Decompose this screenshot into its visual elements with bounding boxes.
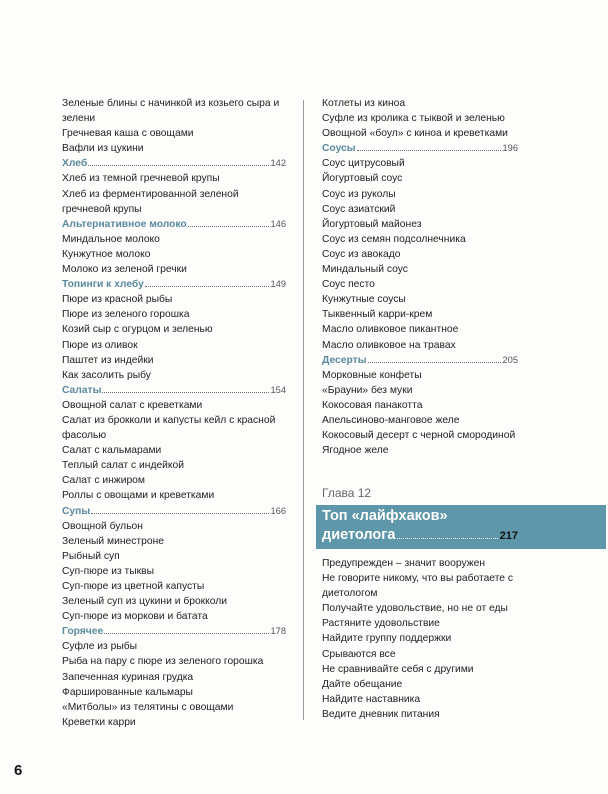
leader-dots — [102, 392, 269, 393]
toc-entry: Запеченная куриная грудка — [62, 671, 194, 683]
toc-entry: Роллы с овощами и креветками — [62, 490, 215, 502]
section-title: Супы — [62, 505, 91, 517]
section-page-number: 205 — [502, 354, 518, 365]
chapter-title-line1: Топ «лайфхаков» — [322, 508, 448, 524]
toc-entry: Суп-пюре из моркови и батата — [62, 611, 208, 623]
toc-section-heading — [62, 217, 286, 232]
section-page-number: 154 — [270, 384, 286, 395]
toc-section-heading — [62, 156, 286, 171]
leader-dots — [368, 362, 502, 363]
toc-entry: Масло оливковое пикантное — [322, 324, 459, 336]
toc-entry: Найдите группу поддержки — [322, 633, 452, 645]
toc-left-column — [62, 96, 286, 730]
leader-dots — [104, 633, 269, 634]
toc-entry: Апельсиново-манговое желе — [322, 414, 460, 426]
toc-entry: Соус из руколы — [322, 188, 396, 200]
leader-dots — [145, 286, 270, 287]
toc-entry: Суфле из кролика с тыквой и зеленью — [322, 113, 505, 125]
leader-dots — [397, 538, 497, 539]
toc-entry: Растяните удовольствие — [322, 618, 440, 630]
leader-dots — [188, 226, 270, 227]
toc-entry: Салат с инжиром — [62, 475, 145, 487]
toc-entry: Теплый салат с индейкой — [62, 460, 185, 472]
section-title: Хлеб — [62, 158, 88, 170]
section-title: Альтернативное молоко — [62, 218, 187, 230]
toc-entry: Предупрежден – значит вооружен — [322, 558, 486, 569]
section-page-number: 142 — [270, 158, 286, 169]
toc-entry: Срываются все — [322, 648, 396, 660]
toc-section-heading — [322, 141, 518, 156]
toc-entry: Миндальный соус — [322, 264, 408, 276]
toc-entry: Пюре из зеленого горошка — [62, 309, 190, 321]
toc-entry: «Митболы» из телятины с овощами — [62, 701, 234, 713]
toc-entry: Овощной «боул» с киноа и креветками — [322, 128, 508, 140]
toc-entry: Пюре из красной рыбы — [62, 294, 173, 306]
toc-entry: Как засолить рыбу — [62, 369, 151, 381]
column-divider — [303, 100, 304, 720]
toc-entry: Ягодное желе — [322, 445, 389, 457]
toc-entry: Соус песто — [322, 279, 375, 291]
section-title: Топинги к хлебу — [62, 279, 144, 291]
toc-entry: Кокосовая панакотта — [322, 399, 423, 411]
section-page-number: 166 — [270, 505, 286, 516]
toc-entry: Котлеты из киноа — [322, 98, 406, 109]
toc-entry: Найдите наставника — [322, 693, 421, 705]
toc-section-heading — [62, 277, 286, 292]
toc-entry: Соус из авокадо — [322, 248, 401, 260]
toc-entry: Молоко из зеленой гречки — [62, 264, 187, 276]
toc-entry: Суп-пюре из цветной капусты — [62, 581, 205, 592]
toc-entry: Овощной бульон — [62, 520, 143, 532]
toc-right-column — [322, 96, 518, 458]
chapter-title-line2: диетолога — [322, 527, 396, 543]
chapter-items — [322, 556, 522, 722]
toc-entry: Хлеб из темной гречневой крупы — [62, 173, 220, 185]
toc-entry: Соус цитрусовый — [322, 158, 405, 170]
toc-entry: Пюре из оливок — [62, 339, 138, 351]
toc-entry: Морковные конфеты — [322, 369, 422, 381]
toc-section-heading — [62, 383, 286, 398]
chapter-label: Глава 12 — [322, 486, 372, 500]
toc-entry: Кунжутные соусы — [322, 294, 406, 306]
toc-entry: Паштет из индейки — [62, 354, 154, 366]
chapter-page-number: 217 — [499, 530, 518, 542]
toc-entry: Фаршированные кальмары — [62, 686, 193, 698]
toc-entry: Не сравнивайте себя с другими — [322, 663, 474, 675]
section-title: Горячее — [62, 626, 104, 638]
toc-entry: Зеленые блины с начинкой из козьего сыра и зелени — [62, 98, 280, 125]
toc-entry: Овощной салат с креветками — [62, 399, 203, 411]
leader-dots — [357, 150, 502, 151]
toc-entry: Получайте удовольствие, но не от еды — [322, 603, 508, 615]
toc-entry: Салат из брокколи и капусты кейл с красной фасолью — [62, 414, 276, 442]
toc-entry: Креветки карри — [62, 716, 136, 728]
toc-entry: Зеленый минестроне — [62, 535, 165, 547]
toc-entry: Ведите дневник питания — [322, 708, 440, 720]
leader-dots — [91, 513, 269, 514]
section-page-number: 149 — [270, 279, 286, 290]
toc-entry: Вафли из цукини — [62, 143, 144, 155]
toc-entry: Суп-пюре из тыквы — [62, 565, 155, 577]
toc-entry: Суфле из рыбы — [62, 641, 138, 653]
toc-entry: Хлеб из ферментированной зеленой гречневой крупы — [62, 188, 239, 215]
toc-entry: Салат с кальмарами — [62, 445, 162, 457]
toc-entry: Соус из семян подсолнечника — [322, 233, 466, 245]
toc-entry: Соус азиатский — [322, 203, 396, 215]
toc-entry: «Брауни» без муки — [322, 384, 413, 396]
leader-dots — [88, 165, 269, 166]
section-page-number: 178 — [270, 626, 286, 637]
toc-entry: Дайте обещание — [322, 678, 403, 690]
toc-entry: Йогуртовый соус — [322, 173, 403, 185]
section-title: Салаты — [62, 384, 102, 396]
section-page-number: 196 — [502, 143, 518, 154]
toc-section-heading — [62, 504, 286, 519]
toc-entry: Масло оливковое на травах — [322, 339, 456, 351]
section-page-number: 146 — [270, 218, 286, 229]
toc-section-heading — [322, 353, 518, 368]
page-number: 6 — [14, 762, 23, 779]
toc-entry: Козий сыр с огурцом и зеленью — [62, 324, 213, 336]
toc-entry: Не говорите никому, что вы работаете с диетологом — [322, 573, 514, 600]
toc-entry: Кунжутное молоко — [62, 248, 151, 260]
toc-entry: Йогуртовый майонез — [322, 218, 422, 230]
toc-section-heading — [62, 624, 286, 639]
toc-entry: Рыба на пару с пюре из зеленого горошка — [62, 656, 264, 668]
section-title: Соусы — [322, 143, 356, 155]
toc-entry: Тыквенный карри-крем — [322, 309, 433, 321]
toc-entry: Зеленый суп из цукини и брокколи — [62, 596, 228, 608]
toc-entry: Миндальное молоко — [62, 233, 160, 245]
chapter-title — [322, 507, 518, 546]
toc-entry: Гречневая каша с овощами — [62, 128, 194, 140]
toc-entry: Рыбный суп — [62, 550, 120, 562]
toc-entry: Кокосовый десерт с черной смородиной — [322, 430, 516, 442]
section-title: Десерты — [322, 354, 367, 366]
